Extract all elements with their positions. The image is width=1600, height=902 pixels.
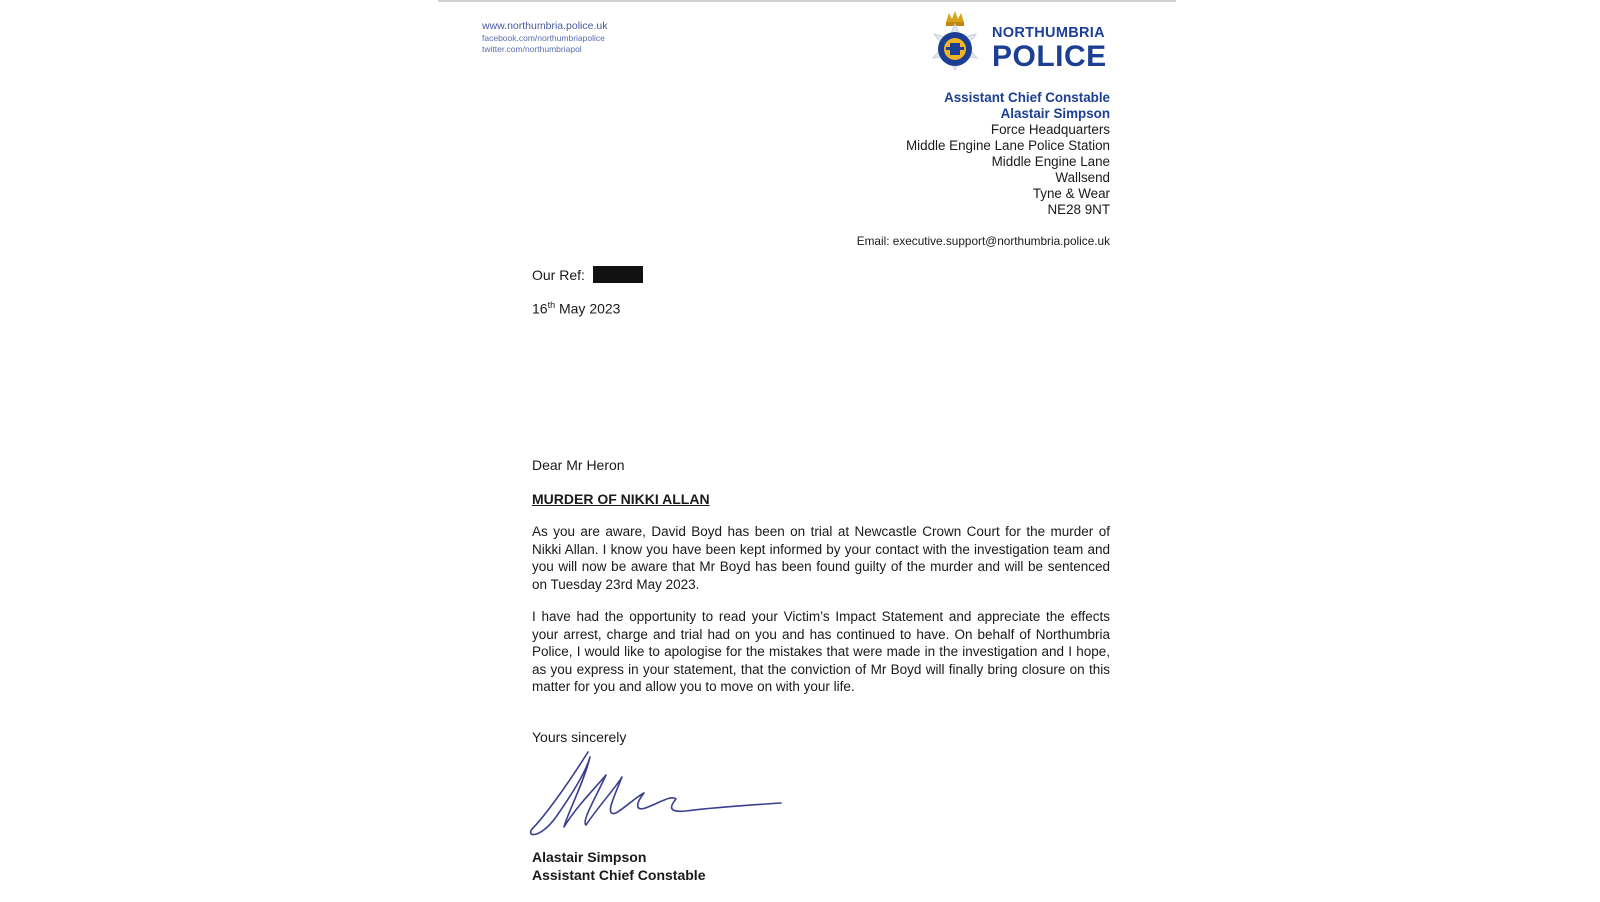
salutation: Dear Mr Heron: [532, 457, 625, 473]
redacted-reference: [593, 266, 643, 283]
brand-line-2: POLICE: [992, 39, 1107, 73]
signatory-role: Assistant Chief Constable: [532, 866, 706, 883]
facebook-link[interactable]: facebook.com/northumbriapolice: [482, 33, 605, 43]
date-suffix: th: [547, 300, 556, 310]
sender-name: Alastair Simpson: [1000, 106, 1110, 121]
address-line: Force Headquarters: [990, 122, 1110, 137]
twitter-link[interactable]: twitter.com/northumbriapol: [482, 44, 582, 54]
website-link[interactable]: www.northumbria.police.uk: [482, 20, 608, 32]
closing: Yours sincerely: [532, 729, 627, 745]
address-line: Tyne & Wear: [1032, 186, 1110, 201]
brand-name: [992, 26, 1107, 72]
body-paragraph: I have had the opportunity to read your Victim’s Impact Statement and appreciate the effects your arrest, charge and trial had on you and has continued to have. On behalf of Northumbria Police, I would like to apologise for the mistakes that were made in the investigation and I hope, as you express in your statement, that the conviction of Mr Boyd will finally bring closure on this matter for you and allow you to move on with your life.: [532, 609, 1110, 695]
reference: [532, 266, 643, 283]
signatory-name: Alastair Simpson: [532, 849, 647, 865]
brand-line-1: NORTHUMBRIA: [992, 25, 1105, 41]
ref-label: Our Ref:: [532, 266, 585, 283]
northumbria-police-logo: [920, 8, 1107, 84]
letter-page: [438, 0, 1176, 902]
address-line: Middle Engine Lane: [991, 154, 1110, 169]
date-day: 16: [532, 300, 548, 317]
letter-subject: MURDER OF NIKKI ALLAN: [532, 491, 710, 507]
police-crest-icon: [920, 8, 990, 84]
handwritten-signature: [526, 747, 786, 842]
date-rest: May 2023: [555, 300, 621, 317]
letter-date: [532, 300, 620, 317]
body-paragraph: As you are aware, David Boyd has been on trial at Newcastle Crown Court for the murder of Nikki Allan. I know you have been kept informed by your contact with the investigation team and you will now be aware that Mr Boyd has been found guilty of the murder and will be sentenced on Tuesday 23rd May 2023.: [532, 524, 1110, 592]
sender-email: Email: executive.support@northumbria.police.uk: [856, 234, 1110, 248]
address-line: NE28 9NT: [1047, 202, 1110, 217]
sender-role: Assistant Chief Constable: [944, 90, 1110, 105]
signatory: [532, 849, 705, 884]
sender-block: [906, 90, 1110, 218]
address-line: Wallsend: [1055, 170, 1110, 185]
web-links: [482, 20, 607, 55]
address-line: Middle Engine Lane Police Station: [906, 138, 1110, 153]
